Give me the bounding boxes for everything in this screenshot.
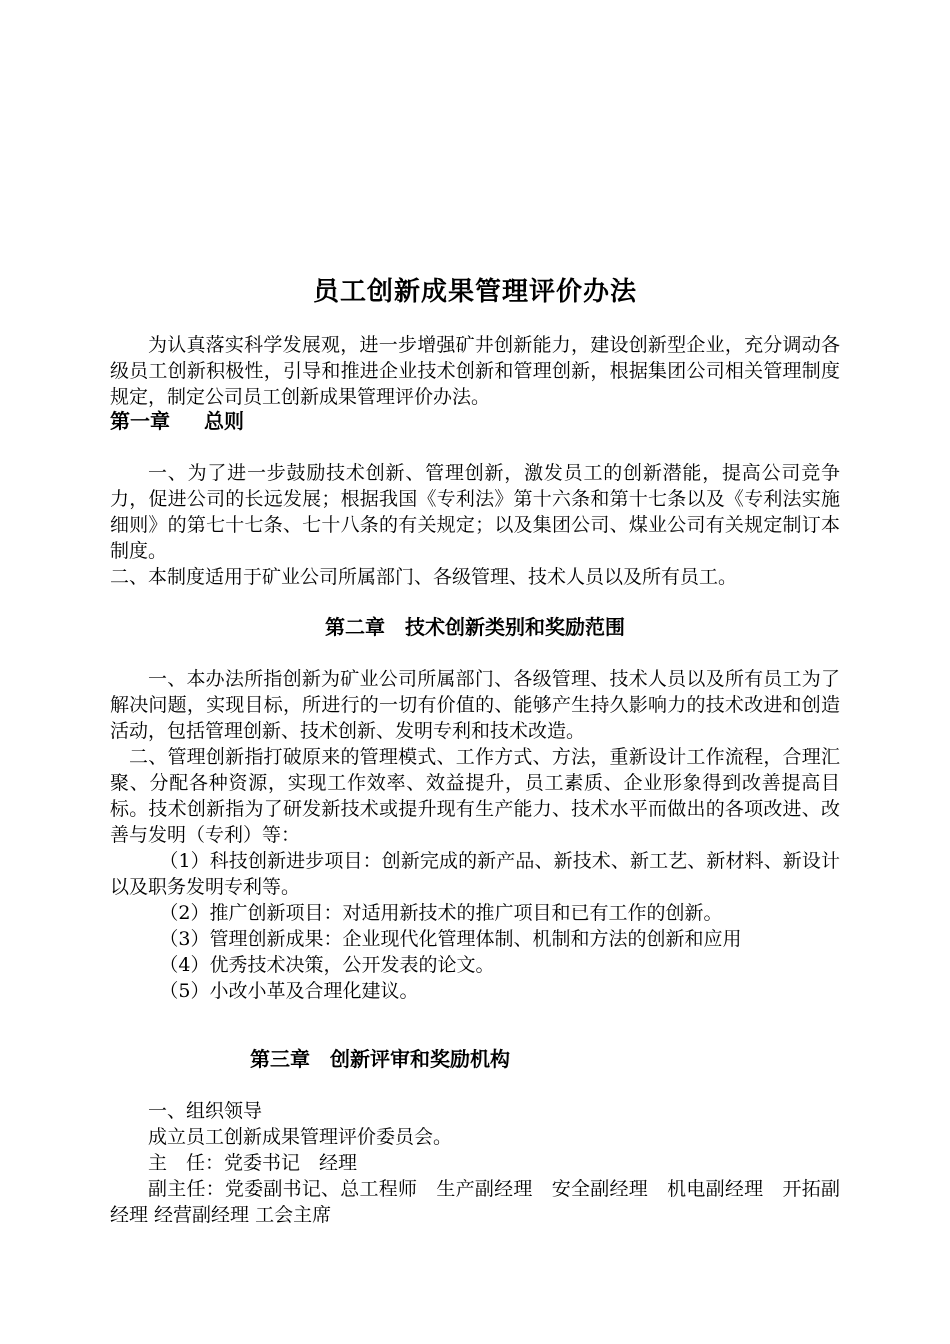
chapter-3-name: 创新评审和奖励机构 <box>330 1047 510 1071</box>
document-title: 员工创新成果管理评价办法 <box>312 277 637 307</box>
list-item: （1）科技创新进步项目：创新完成的新产品、新技术、新工艺、新材料、新设计以及职务发明专利等。 <box>110 850 840 898</box>
director-line <box>110 1150 840 1176</box>
chapter-1-name: 总则 <box>204 409 244 433</box>
chapter-1-paragraph-1: 一、为了进一步鼓励技术创新、管理创新，激发员工的创新潜能，提高公司竞争力，促进公司的长远发展；根据我国《专利法》第十六条和第十七条以及《专利法实施细则》的第七十七条、七十八条的有关规定；以及集团公司、煤业公司有关规定制订本制度。 <box>110 462 840 562</box>
chapter-2-body <box>110 666 840 1004</box>
chapter-1-body <box>110 460 840 590</box>
chapter-3-body <box>110 1098 840 1228</box>
list-item: （3）管理创新成果：企业现代化管理体制、机制和方法的创新和应用 <box>159 928 742 950</box>
chapter-2-heading <box>0 612 950 642</box>
committee-paragraph: 成立员工创新成果管理评价委员会。 <box>148 1126 453 1148</box>
list-item: （4）优秀技术决策，公开发表的论文。 <box>159 954 495 976</box>
chapter-1-heading <box>110 406 244 436</box>
intro-block <box>110 332 840 410</box>
chapter-2-name: 技术创新类别和奖励范围 <box>405 615 625 639</box>
deputy-value: 党委副书记、总工程师 生产副经理 安全副经理 机电副经理 开拓副经理 经营副经理 工会主席 <box>110 1178 840 1226</box>
chapter-1-number: 第一章 <box>110 409 170 433</box>
chapter-3-number: 第三章 <box>250 1047 310 1071</box>
list-item: （2）推广创新项目：对适用新技术的推广项目和已有工作的创新。 <box>159 902 723 924</box>
intro-paragraph: 为认真落实科学发展观，进一步增强矿井创新能力，建设创新型企业，充分调动各级员工创新积极性，引导和推进企业技术创新和管理创新，根据集团公司相关管理制度规定，制定公司员工创新成果管理评价办法。 <box>110 334 840 408</box>
chapter-2-number: 第二章 <box>325 615 385 639</box>
list-item: （5）小改小革及合理化建议。 <box>159 980 419 1002</box>
deputy-label: 副主任： <box>148 1178 225 1200</box>
chapter-1-paragraph-2: 二、本制度适用于矿业公司所属部门、各级管理、技术人员以及所有员工。 <box>110 566 738 588</box>
director-value: 党委书记 经理 <box>224 1152 358 1174</box>
chapter-3-heading <box>250 1044 510 1074</box>
director-label: 主 任： <box>148 1152 225 1174</box>
chapter-2-paragraph-2: 二、管理创新指打破原来的管理模式、工作方式、方法，重新设计工作流程，合理汇聚、分配各种资源，实现工作效率、效益提升，员工素质、企业形象得到改善提高目标。技术创新指为了研发新技术或提升现有生产能力、技术水平而做出的各项改进、改善与发明（专利）等： <box>110 746 840 846</box>
section-heading: 一、组织领导 <box>148 1100 263 1122</box>
chapter-2-paragraph-1: 一、本办法所指创新为矿业公司所属部门、各级管理、技术人员以及所有员工为了解决问题，实现目标，所进行的一切有价值的、能够产生持久影响力的技术改进和创造活动，包括管理创新、技术创新、发明专利和技术改造。 <box>110 668 840 742</box>
deputy-line <box>110 1176 840 1228</box>
